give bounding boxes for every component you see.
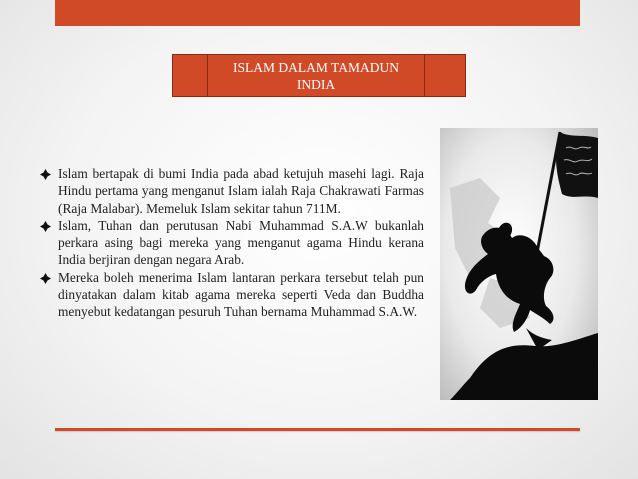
bottom-accent-line xyxy=(55,428,580,431)
bullet-item xyxy=(40,269,424,321)
bullet-item xyxy=(40,217,424,269)
bullet-list xyxy=(40,165,424,321)
slide-title-line-1: ISLAM DALAM TAMADUN xyxy=(233,60,399,75)
bullet-item xyxy=(40,165,424,217)
slide-title-box xyxy=(172,54,466,97)
horseman-flag-illustration xyxy=(440,128,598,400)
bullet-text: Mereka boleh menerima Islam lantaran perkara tersebut telah pun dinyatakan dalam kitab agama mereka seperti Veda dan Buddha menyebut kedatangan pesuruh Tuhan bernama Muhammad S.A.W. xyxy=(58,269,424,320)
diamond-bullet-icon xyxy=(40,169,51,180)
bullet-text: Islam, Tuhan dan perutusan Nabi Muhammad S.A.W bukanlah perkara asing bagi mereka yang menganut agama Hindu kerana India berjiran dengan negara Arab. xyxy=(58,217,424,268)
top-accent-bar xyxy=(55,0,580,26)
bullet-text: Islam bertapak di bumi India pada abad ketujuh masehi lagi. Raja Hindu pertama yang menganut Islam ialah Raja Chakrawati Farmas (Raja Malabar). Memeluk Islam sekitar tahun 711M. xyxy=(58,166,424,216)
diamond-bullet-icon xyxy=(40,273,51,284)
slide-title xyxy=(207,59,425,93)
diamond-bullet-icon xyxy=(40,221,51,232)
slide-title-line-2: INDIA xyxy=(296,77,336,92)
